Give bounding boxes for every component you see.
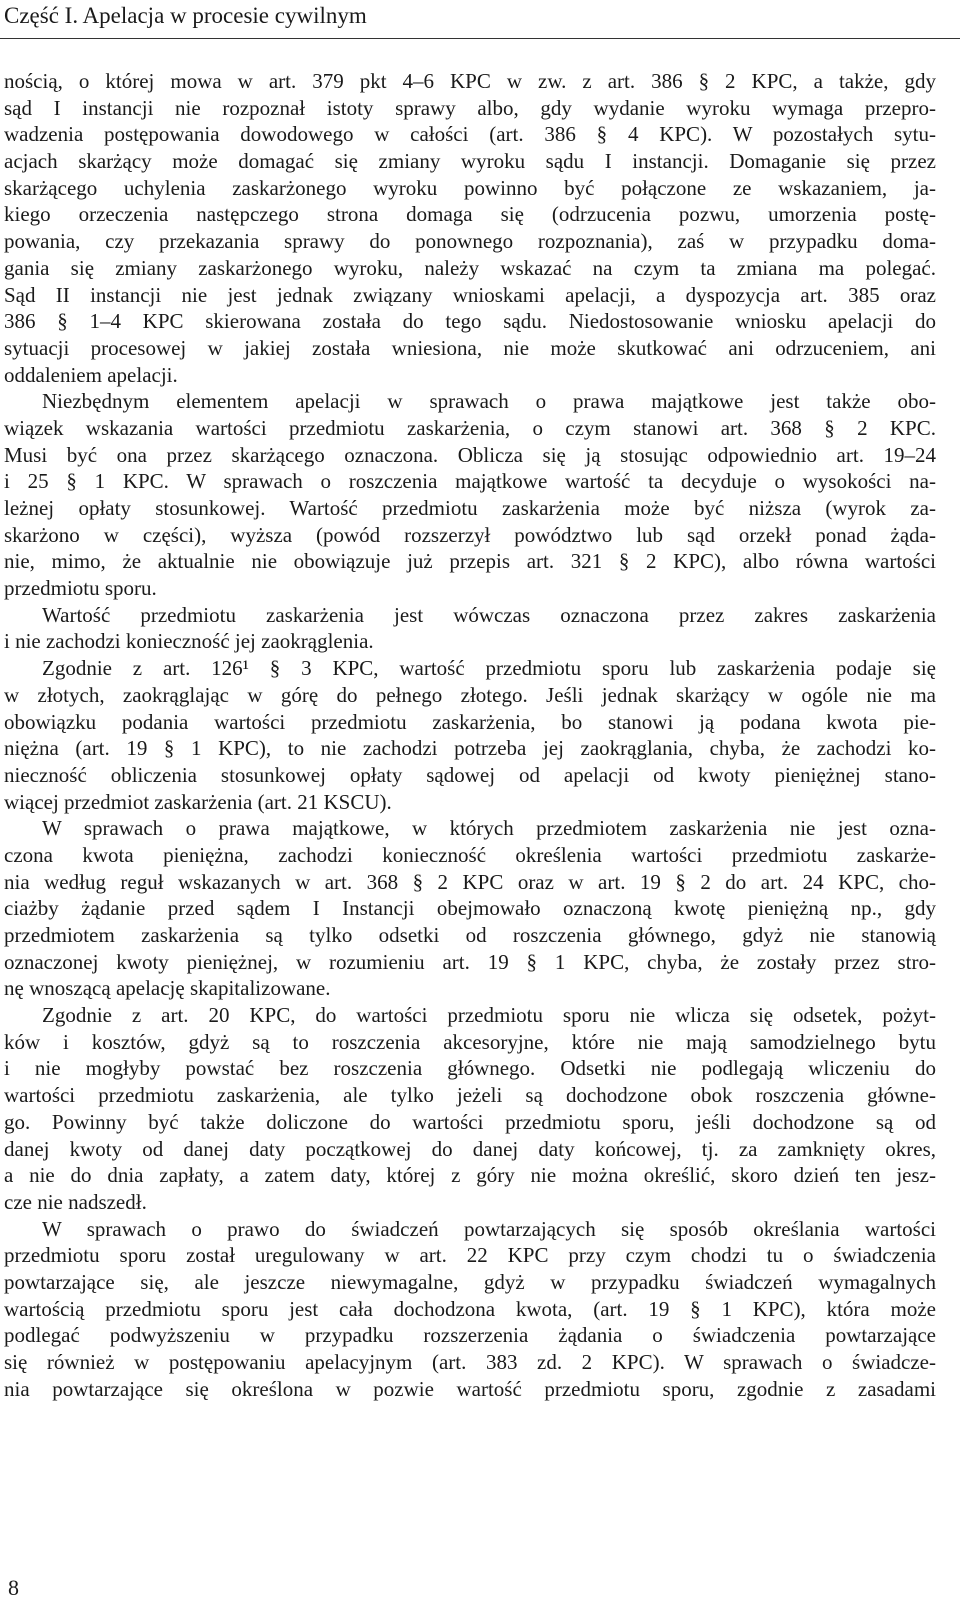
text-line: wiązek wskazania wartości przedmiotu zaskarżenia, o czym stanowi art. 368 § 2 KPC. (4, 415, 936, 440)
text-line: Zgodnie z art. 126¹ § 3 KPC, wartość przedmiotu sporu lub zaskarżenia podaje się (42, 656, 936, 681)
text-line: oznaczonej kwoty pieniężnej, w rozumieniu art. 19 § 1 KPC, chyba, że zostały przez stro- (4, 949, 936, 974)
paragraph (4, 68, 936, 388)
text-line: nę wnoszącą apelację skapitalizowane. (4, 976, 331, 1001)
text-line: gania się zmiany zaskarżonego wyroku, należy wskazać na czym ta zmiana ma polegać. (4, 255, 936, 280)
text-line: w złotych, zaokrąglając w górę do pełnego złotego. Jeśli jednak skarżący w ogóle nie ma (4, 682, 936, 707)
text-line: się również w postępowaniu apelacyjnym (art. 383 zd. 2 KPC). W sprawach o świadcze- (4, 1350, 936, 1374)
text-line: podlegać podwyższeniu w przypadku rozszerzenia żądania o świadczenia powtarzające (4, 1323, 936, 1348)
text-line: powania, czy przekazania sprawy do ponownego rozpoznania), zaś w przypadku doma- (4, 229, 936, 254)
text-line: Niezbędnym elementem apelacji w sprawach o prawa majątkowe jest także obo- (42, 389, 936, 414)
text-line: i nie zachodzi konieczność jej zaokrąglenia. (4, 629, 374, 654)
text-line: wadzenia postępowania dowodowego w całości (art. 386 § 4 KPC). W pozostałych sytu- (4, 122, 936, 147)
paragraph (4, 602, 936, 655)
text-line: W sprawach o prawo do świadczeń powtarzających się sposób określania wartości (42, 1216, 936, 1241)
text-line: skarżącego uchylenia zaskarżonego wyroku powinno być połączone ze wskazaniem, ja- (4, 175, 936, 200)
text-line: obowiązku podania wartości przedmiotu zaskarżenia, bo stanowi ją podana kwota pie- (4, 709, 936, 734)
text-line: wartości przedmiotu zaskarżenia, ale tylko jeżeli są dochodzone obok roszczenia główne- (4, 1083, 936, 1108)
text-line: Wartość przedmiotu zaskarżenia jest wówczas oznaczona przez zakres zaskarżenia (42, 602, 936, 627)
text-line: danej kwoty od danej daty początkowej do danej daty końcowej, tj. za zamknięty okres, (4, 1136, 936, 1161)
text-line: przedmiotu sporu. (4, 576, 157, 601)
text-line: cze nie nadszedł. (4, 1189, 147, 1214)
text-line: nia według reguł wskazanych w art. 368 § 2 KPC oraz w art. 19 § 2 do art. 24 KPC, cho- (4, 869, 936, 894)
text-line: nieczność obliczenia stosunkowej opłaty sądowej od apelacji od kwoty pieniężnej stano- (4, 762, 936, 787)
text-line: i 25 § 1 KPC. W sprawach o roszczenia majątkowe wartość ta decyduje o wysokości na- (4, 469, 936, 494)
text-line: sytuacji procesowej w jakiej została wniesiona, nie może skutkować ani odrzuceniem, ani (4, 335, 936, 360)
text-line: W sprawach o prawa majątkowe, w których przedmiotem zaskarżenia nie jest ozna- (42, 816, 936, 841)
text-line: nia powtarzające się określona w pozwie wartość przedmiotu sporu, zgodnie z zasadami (4, 1376, 936, 1401)
text-line: powtarzające się, ale jeszcze niewymagalne, gdyż w przypadku świadczeń wymagalnych (4, 1269, 936, 1294)
header-rule (0, 38, 960, 39)
text-line: wartością przedmiotu sporu jest cała dochodzona kwota, (art. 19 § 1 KPC), która może (4, 1296, 936, 1321)
body-text (4, 68, 936, 1402)
paragraph (4, 655, 936, 815)
text-line: niężna (art. 19 § 1 KPC), to nie zachodzi potrzeba jej zaokrąglania, chyba, że zachodzi ko- (4, 736, 936, 761)
text-line: nością, o której mowa w art. 379 pkt 4–6 KPC w zw. z art. 386 § 2 KPC, a także, gdy (4, 69, 936, 93)
running-head: Część I. Apelacja w procesie cywilnym (4, 3, 367, 28)
text-line: Zgodnie z art. 20 KPC, do wartości przedmiotu sporu nie wlicza się odsetek, pożyt- (42, 1003, 936, 1028)
text-line: 386 § 1–4 KPC skierowana została do tego sądu. Niedostosowanie wniosku apelacji do (4, 309, 936, 334)
text-line: sąd I instancji nie rozpoznał istoty sprawy albo, gdy wydanie wyroku wymaga przepro- (4, 95, 936, 120)
text-line: ciażby żądanie przed sądem I Instancji obejmowało oznaczoną kwotę pieniężną np., gdy (4, 896, 936, 921)
text-line: czona kwota pieniężna, zachodzi konieczność określenia wartości przedmiotu zaskarże- (4, 842, 936, 867)
page-number: 8 (8, 1575, 19, 1600)
text-line: kiego orzeczenia następczego strona domaga się (odrzucenia pozwu, umorzenia postę- (4, 202, 936, 227)
text-line: wiącej przedmiot zaskarżenia (art. 21 KSCU). (4, 789, 392, 814)
text-line: skarżono w części), wyższa (powód rozszerzył powództwo lub sąd orzekł ponad żąda- (4, 522, 936, 547)
text-line: go. Powinny być także doliczone do wartości przedmiotu sporu, jeśli dochodzone są od (4, 1109, 936, 1134)
text-line: leżnej opłaty stosunkowej. Wartość przedmiotu zaskarżenia może być niższa (wyrok za- (4, 496, 936, 520)
paragraph (4, 1002, 936, 1216)
text-line: a nie do dnia zapłaty, a zatem daty, której z góry nie można określić, skoro dzień ten jesz- (4, 1163, 936, 1188)
paragraph (4, 815, 936, 1002)
text-line: i nie mogłyby powstać bez roszczenia głównego. Odsetki nie podlegają wliczeniu do (4, 1056, 936, 1081)
paragraph (4, 1216, 936, 1403)
text-line: Sąd II instancji nie jest jednak związany wnioskami apelacji, a dyspozycja art. 385 oraz (4, 282, 936, 307)
text-line: przedmiotem zaskarżenia są tylko odsetki od roszczenia głównego, gdyż nie stanowią (4, 923, 936, 947)
text-line: Musi być ona przez skarżącego oznaczona. Oblicza się ją stosując odpowiednio art. 19–24 (4, 442, 936, 467)
paragraph (4, 388, 936, 602)
text-line: ków i kosztów, gdyż są to roszczenia akcesoryjne, które nie mają samodzielnego bytu (4, 1029, 936, 1054)
text-line: oddaleniem apelacji. (4, 362, 178, 387)
text-line: nie, mimo, że aktualnie nie obowiązuje już przepis art. 321 § 2 KPC), albo równa wartości (4, 549, 936, 574)
text-line: acjach skarżący może domagać się zmiany wyroku sądu I instancji. Domaganie się przez (4, 149, 936, 174)
text-line: przedmiotu sporu został uregulowany w art. 22 KPC przy czym chodzi tu o świadczenia (4, 1243, 936, 1268)
